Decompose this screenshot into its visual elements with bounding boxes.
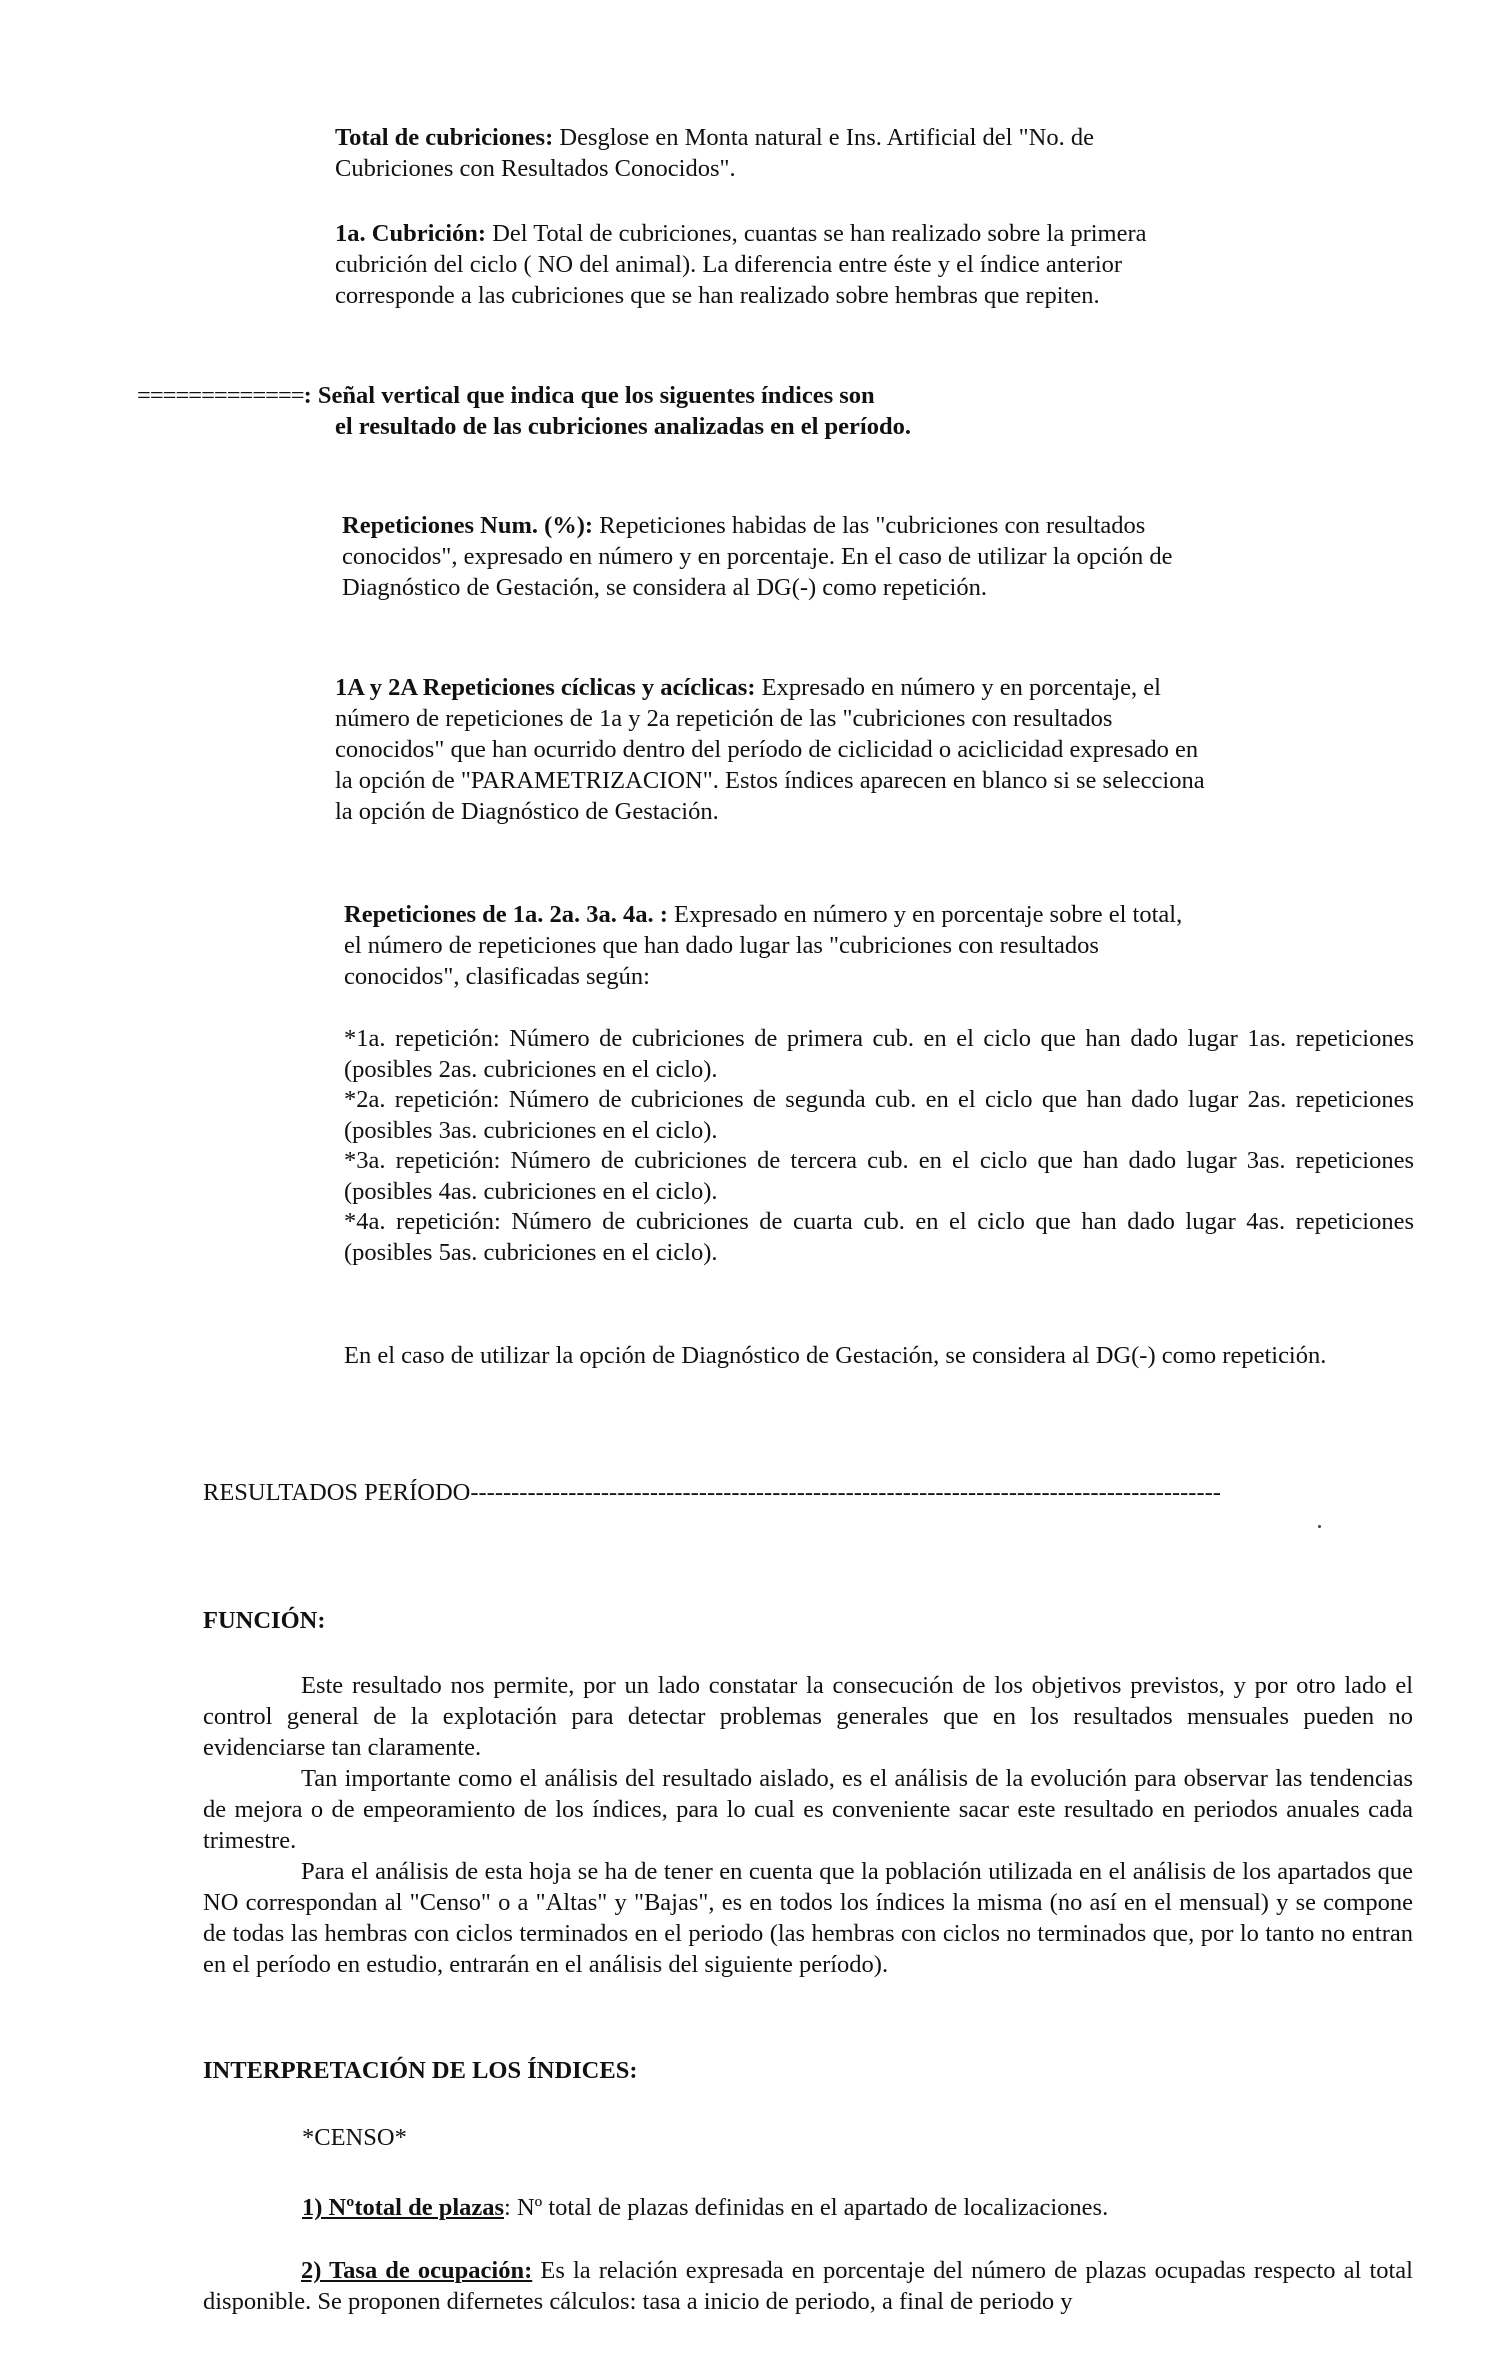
funcion-body	[203, 1670, 1413, 1980]
ciclicas-label: 1A y 2A Repeticiones cíclicas y acíclicas:	[335, 674, 756, 701]
signal-marker: =============	[137, 382, 304, 409]
funcion-paragraph-1: Este resultado nos permite, por un lado constatar la consecución de los objetivos previstos, y por otro lado el control general de la explotación para detectar problemas generales que en los resultados mensuales pueden no evidenciarse tan claramente.	[203, 1672, 1413, 1761]
repeticion-item-3: *3a. repetición: Número de cubriciones de tercera cub. en el ciclo que han dado lugar 3as. repeticiones (posibles 4as. cubriciones en el ciclo).	[344, 1147, 1414, 1205]
primera-cubricion-paragraph	[335, 218, 1205, 311]
signal-note	[137, 380, 911, 442]
indice-2-label: 2) Tasa de ocupación:	[301, 2257, 533, 2284]
indice-1-paragraph	[302, 2192, 1402, 2223]
dg-note-paragraph	[344, 1340, 1414, 1371]
interpretacion-heading	[203, 2055, 638, 2086]
censo-label-text: *CENSO*	[302, 2124, 407, 2151]
indice-2-paragraph	[203, 2255, 1413, 2317]
dg-note-text: En el caso de utilizar la opción de Diagnóstico de Gestación, se considera al DG(-) como repetición.	[344, 1342, 1327, 1369]
indice-1-text: : Nº total de plazas definidas en el apartado de localizaciones.	[504, 2194, 1109, 2221]
funcion-paragraph-3: Para el análisis de esta hoja se ha de tener en cuenta que la población utilizada en el análisis de los apartados que NO correspondan al "Censo" o a "Altas" y "Bajas", es en todos los índices la misma (no así en el mensual) y se compone de todas las hembras con ciclos terminados en el periodo (las hembras con ciclos no terminados que, por lo tanto no entran en el período en estudio, entrarán en el análisis del siguiente período).	[203, 1858, 1413, 1978]
repeticiones-num-paragraph	[342, 510, 1182, 603]
signal-line-2: el resultado de las cubriciones analizadas en el período.	[335, 413, 911, 440]
censo-label	[302, 2122, 407, 2153]
signal-line-1: : Señal vertical que indica que los siguentes índices son	[303, 382, 875, 409]
funcion-heading	[203, 1605, 326, 1636]
total-cubriciones-paragraph	[335, 122, 1205, 184]
repeticion-item-1: *1a. repetición: Número de cubriciones de primera cub. en el ciclo que han dado lugar 1as. repeticiones (posibles 2as. cubriciones en el ciclo).	[344, 1025, 1414, 1083]
repeticiones-num-label: Repeticiones Num. (%):	[342, 512, 594, 539]
repeticiones-list	[344, 1024, 1414, 1268]
indice-2-text: Es la relación expresada en porcentaje del número de plazas ocupadas respecto al total disponible. Se proponen difernetes cálculos: tasa a inicio de periodo, a final de periodo y	[203, 2257, 1413, 2315]
scan-speck	[1318, 1525, 1321, 1528]
repeticiones-1234-text: Expresado en número y en porcentaje sobre el total, el número de repeticiones que han dado lugar las "cubriciones con resultados conocidos", clasificadas según:	[344, 901, 1183, 990]
funcion-heading-text: FUNCIÓN:	[203, 1607, 326, 1634]
primera-cubricion-label: 1a. Cubrición:	[335, 220, 487, 247]
repeticiones-1234-paragraph	[344, 899, 1194, 992]
repeticiones-num-text: Repeticiones habidas de las "cubriciones con resultados conocidos", expresado en número y en porcentaje. En el caso de utilizar la opción de Diagnóstico de Gestación, se considera al DG(-) como repetición.	[342, 512, 1173, 601]
resultados-periodo-header	[203, 1477, 1383, 1508]
ciclicas-text: Expresado en número y en porcentaje, el número de repeticiones de 1a y 2a repetición de las "cubriciones con resultados conocidos" que han ocurrido dentro del período de ciclicidad o aciclicidad expresado en la opción de "PARAMETRIZACION". Estos índices aparecen en blanco si se selecciona la opción de Diagnóstico de Gestación.	[335, 674, 1205, 825]
funcion-paragraph-2: Tan importante como el análisis del resultado aislado, es el análisis de la evolución para observar las tendencias de mejora o de empeoramiento de los índices, para lo cual es conveniente sacar este resultado en periodos anuales cada trimestre.	[203, 1765, 1413, 1854]
total-cubriciones-label: Total de cubriciones:	[335, 124, 554, 151]
repeticion-item-2: *2a. repetición: Número de cubriciones de segunda cub. en el ciclo que han dado lugar 2as. repeticiones (posibles 3as. cubriciones en el ciclo).	[344, 1086, 1414, 1144]
repeticion-item-4: *4a. repetición: Número de cubriciones de cuarta cub. en el ciclo que han dado lugar 4as. repeticiones (posibles 5as. cubriciones en el ciclo).	[344, 1208, 1414, 1266]
resultados-periodo-title: RESULTADOS PERÍODO--------------------------------------------------------------------------------------------	[203, 1479, 1221, 1506]
ciclicas-paragraph	[335, 672, 1215, 827]
indice-1-label: 1) Nºtotal de plazas	[302, 2194, 505, 2221]
primera-cubricion-text: Del Total de cubriciones, cuantas se han realizado sobre la primera cubrición del ciclo ( NO del animal). La diferencia entre éste y el índice anterior corresponde a las cubriciones que se han realizado sobre hembras que repiten.	[335, 220, 1147, 309]
interpretacion-heading-text: INTERPRETACIÓN DE LOS ÍNDICES:	[203, 2057, 638, 2084]
total-cubriciones-text: Desglose en Monta natural e Ins. Artificial del "No. de Cubriciones con Resultados Conocidos".	[335, 124, 1094, 182]
repeticiones-1234-label: Repeticiones de 1a. 2a. 3a. 4a. :	[344, 901, 668, 928]
